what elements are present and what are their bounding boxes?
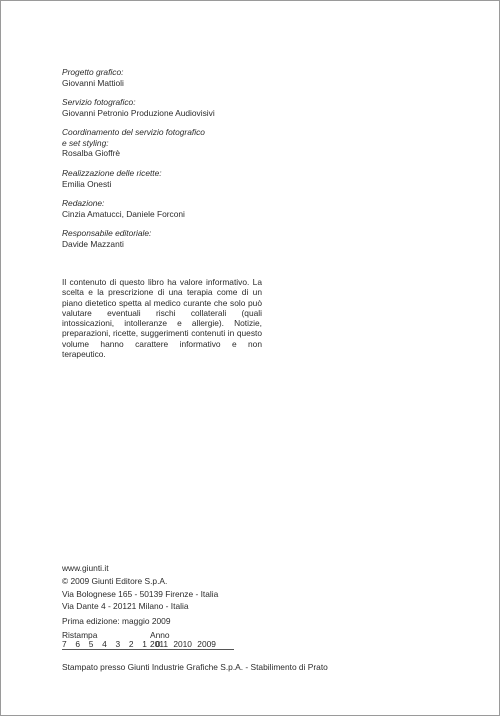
- reprint-digits: 7 6 5 4 3 2 1 0: [62, 639, 164, 649]
- credit-design: [62, 67, 124, 88]
- reprint-label: Ristampa: [62, 630, 98, 640]
- website-text: www.giunti.it: [62, 563, 109, 573]
- credit-recipes: [62, 168, 162, 189]
- credit-role: Progetto grafico:: [62, 67, 124, 77]
- year-label: Anno: [150, 630, 170, 640]
- disclaimer-text: Il contenuto di questo libro ha valore informativo. La scelta e la prescrizione di una terapia come di un piano dietetico spetta al medico curante che solo può valutare eventuali rischi collaterali (quali intossicazioni, intolleranze e allergie). Notizie, preparazioni, ricette, suggerimenti contenuti in questo volume hanno carattere informativo e non terapeutico.: [62, 277, 262, 360]
- credit-role-line2: e set styling:: [62, 137, 109, 148]
- credit-coordination: [62, 127, 205, 159]
- edition-text: Prima edizione: maggio 2009: [62, 616, 171, 626]
- copyright-text: © 2009 Giunti Editore S.p.A.: [62, 576, 168, 586]
- credit-editing: [62, 198, 185, 219]
- credit-name: Rosalba Gioffrè: [62, 148, 121, 158]
- credit-name: Giovanni Mattioli: [62, 77, 124, 88]
- credit-role: Coordinamento del servizio fotografico: [62, 127, 205, 137]
- credit-name: Davide Mazzanti: [62, 238, 124, 249]
- credit-name: Cinzia Amatucci, Daniele Forconi: [62, 208, 185, 219]
- credit-name: Emilia Onesti: [62, 178, 112, 189]
- credit-photo: [62, 97, 215, 118]
- credit-role: Redazione:: [62, 198, 105, 208]
- address-florence: Via Bolognese 165 - 50139 Firenze - Italia: [62, 589, 219, 599]
- credit-name: Giovanni Petronio Produzione Audiovisivi: [62, 107, 215, 118]
- credit-editor-in-chief: [62, 228, 151, 249]
- address-milan: Via Dante 4 - 20121 Milano - Italia: [62, 601, 189, 611]
- year-list: 2011 2010 2009: [150, 639, 216, 649]
- credit-role: Responsabile editoriale:: [62, 228, 152, 238]
- printer-text: Stampato presso Giunti Industrie Grafiche S.p.A. - Stabilimento di Prato: [62, 662, 328, 672]
- credit-role: Realizzazione delle ricette:: [62, 168, 162, 178]
- divider: [62, 649, 234, 650]
- credit-role: Servizio fotografico:: [62, 97, 136, 107]
